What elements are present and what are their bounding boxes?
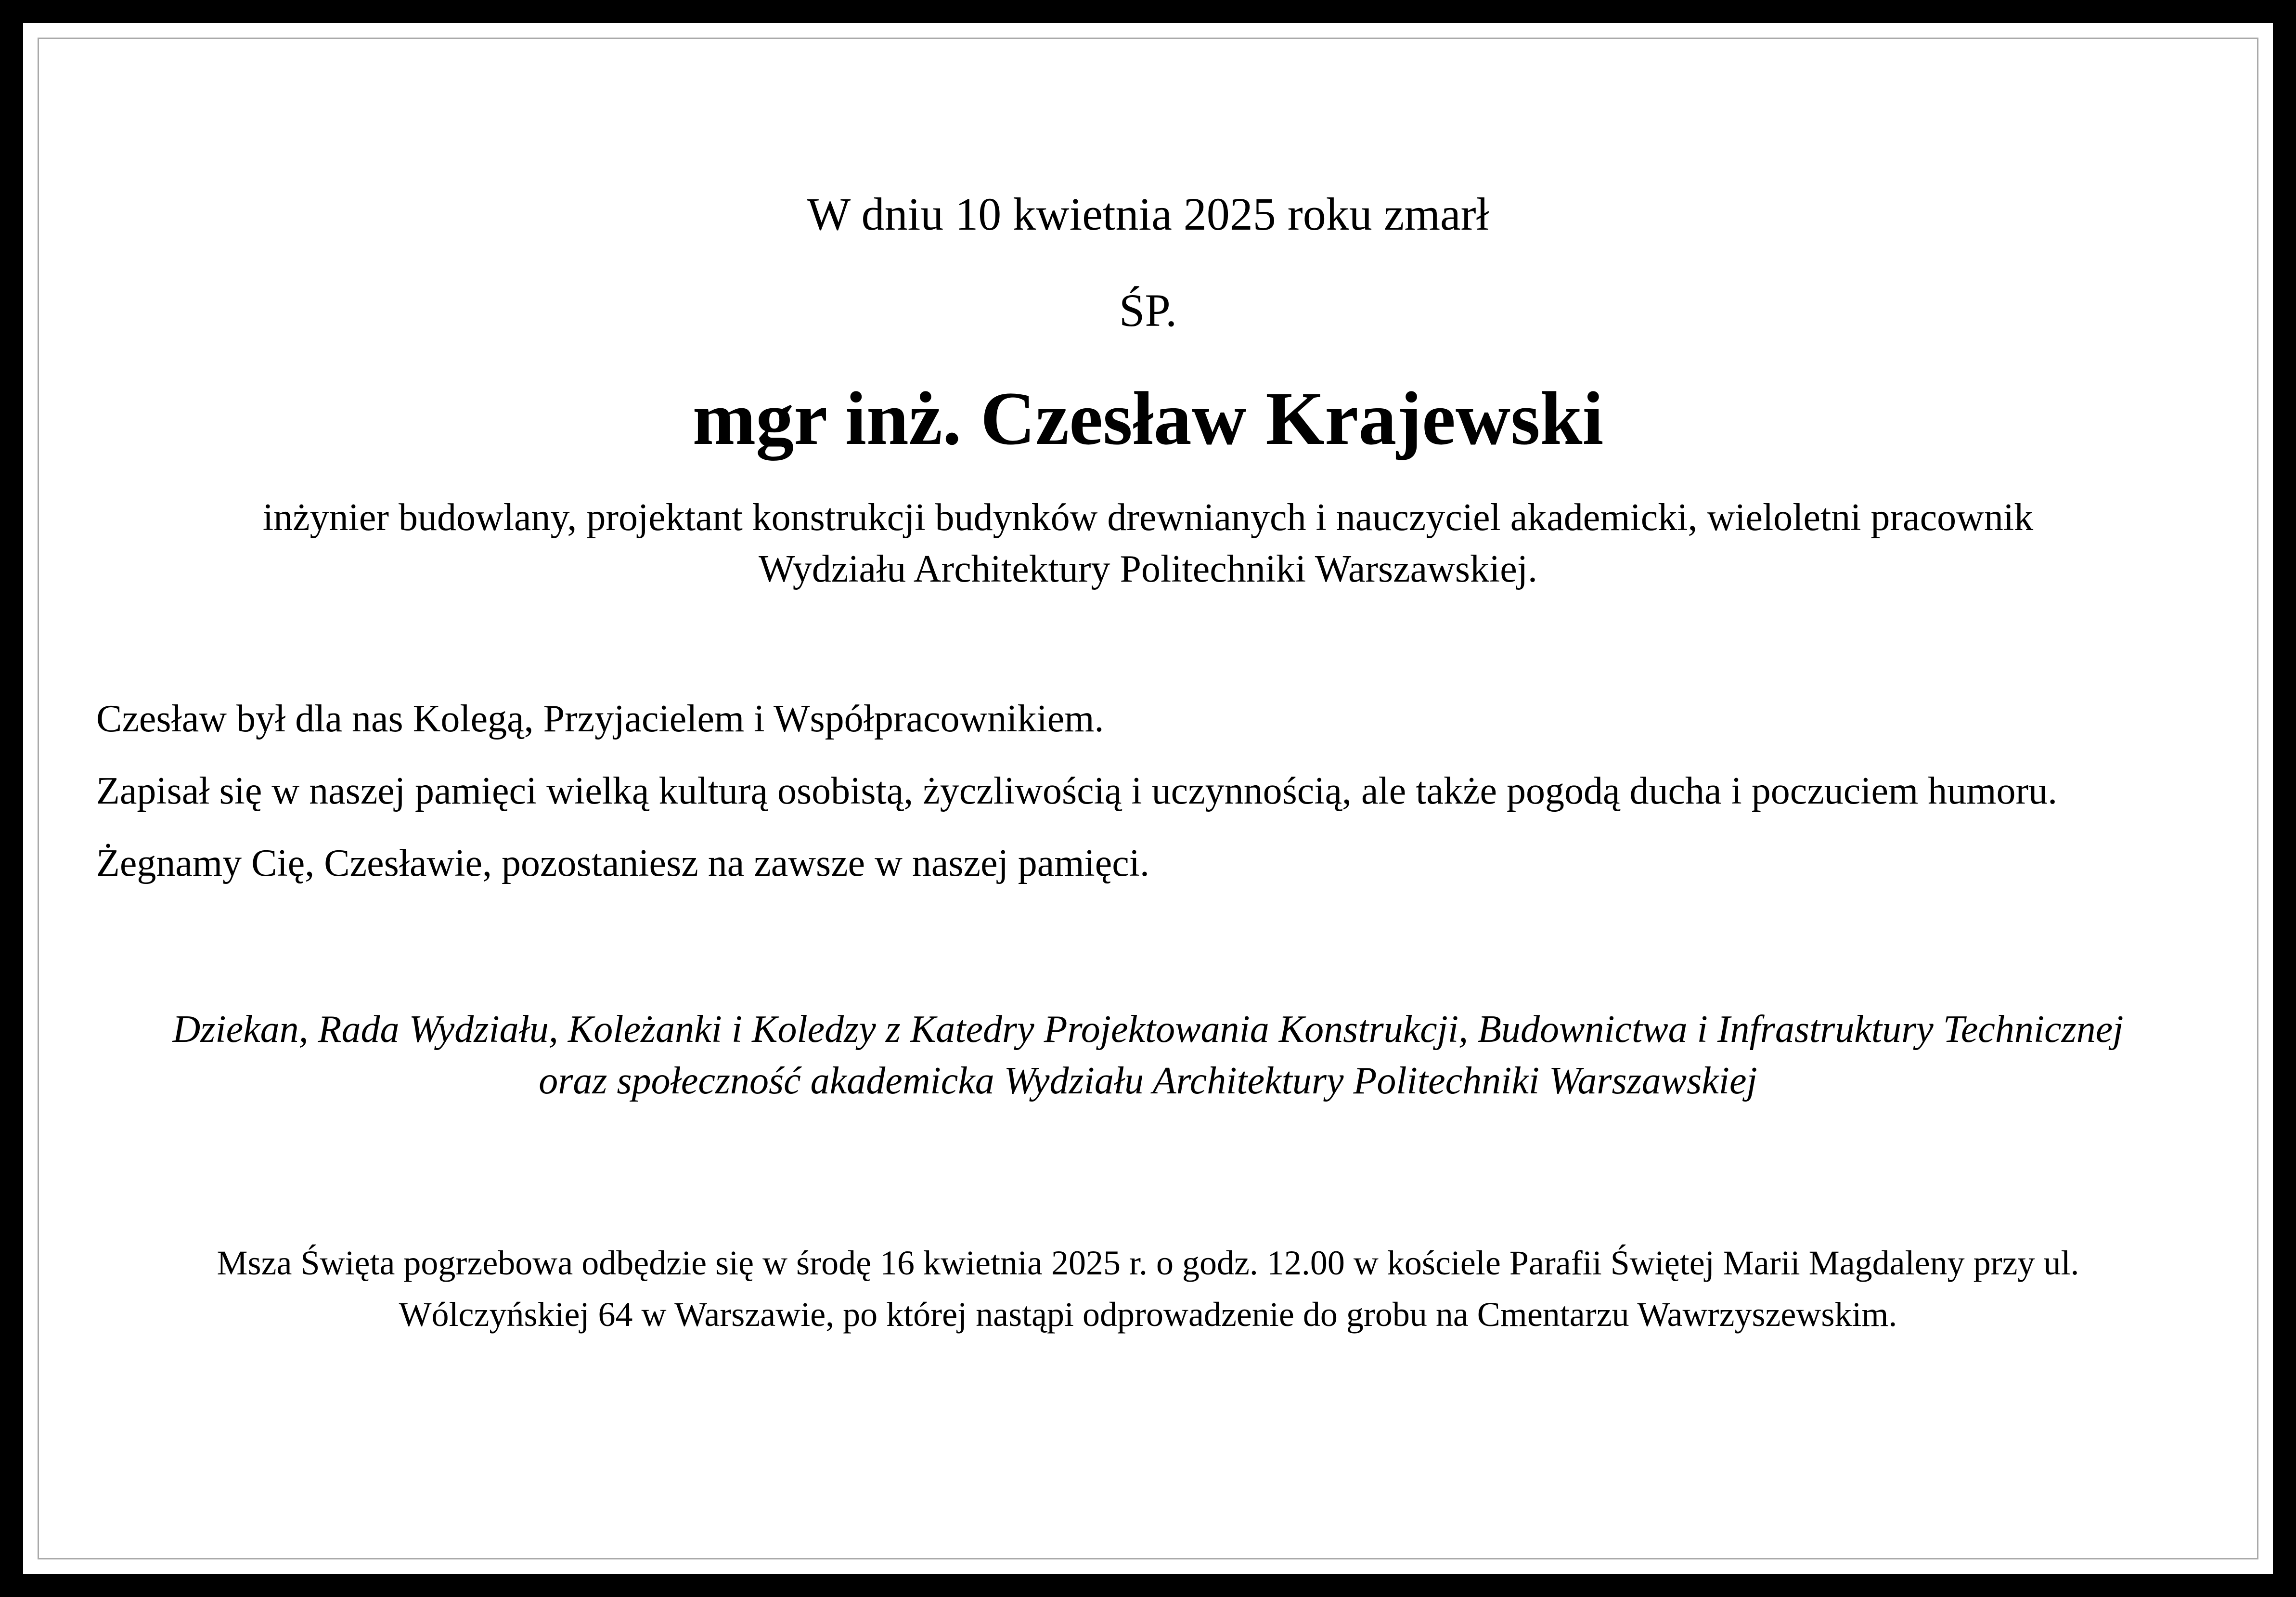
deceased-name: mgr inż. Czesław Krajewski	[692, 377, 1604, 461]
description	[77, 492, 2219, 595]
paragraph-1: Czesław był dla nas Kolegą, Przyjacielem i Współpracownikiem.	[96, 698, 1104, 740]
funeral-line-2: Wólczyńskiej 64 w Warszawie, po której nastąpi odprowadzenie do grobu na Cmentarzu Wawrzyszewskim.	[399, 1295, 1897, 1334]
signature-line-1: Dziekan, Rada Wydziału, Koleżanki i Koledzy z Katedry Projektowania Konstrukcji, Budownictwa i Infrastruktury Technicznej	[172, 1008, 2124, 1051]
description-line-2: Wydziału Architektury Politechniki Warszawskiej.	[759, 548, 1537, 590]
signature-line-2: oraz społeczność akademicka Wydziału Architektury Politechniki Warszawskiej	[539, 1060, 1757, 1102]
signature	[77, 1004, 2219, 1107]
intro-line: W dniu 10 kwietnia 2025 roku zmarł	[807, 188, 1489, 240]
description-line-1: inżynier budowlany, projektant konstrukcji budynków drewnianych i nauczyciel akademicki, wieloletni pracownik	[262, 496, 2034, 539]
funeral-line-1: Msza Święta pogrzebowa odbędzie się w środę 16 kwietnia 2025 r. o godz. 12.00 w kościele Parafii Świętej Marii Magdaleny przy ul.	[217, 1244, 2079, 1282]
funeral-information	[144, 1237, 2152, 1340]
paragraph-3: Żegnamy Cię, Czesławie, pozostaniesz na zawsze w naszej pamięci.	[96, 842, 1150, 884]
paragraph-2: Zapisał się w naszej pamięci wielką kulturą osobistą, życzliwością i uczynnością, ale także pogodą ducha i poczuciem humoru.	[96, 770, 2058, 812]
prefix-sp: ŚP.	[1119, 285, 1177, 336]
